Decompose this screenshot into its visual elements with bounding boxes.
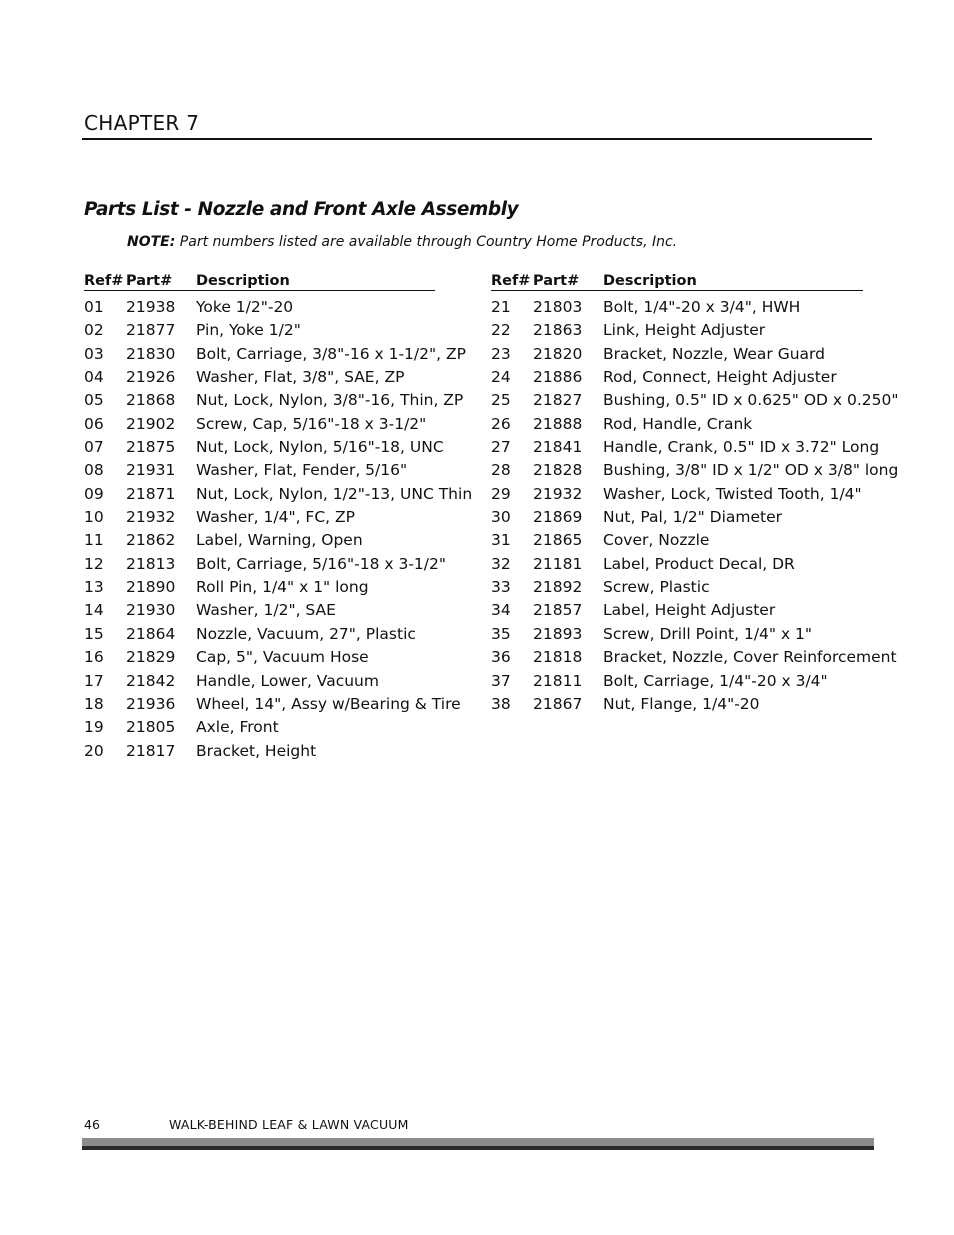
note-text: Part numbers listed are available through Country Home Products, Inc. [179,234,678,250]
ref-cell: 31 [491,531,511,550]
ref-cell: 15 [84,624,104,643]
part-number-cell: 21820 [533,344,583,363]
description-cell: Bolt, Carriage, 5/16"-18 x 3-1/2" [196,554,446,573]
footer-title: WALK-BEHIND LEAF & LAWN VACUUM [169,1117,409,1132]
description-cell: Bushing, 0.5" ID x 0.625" OD x 0.250" [603,391,899,410]
part-number-cell: 21842 [126,671,176,690]
ref-cell: 04 [84,368,104,387]
description-cell: Bushing, 3/8" ID x 1/2" OD x 3/8" long [603,461,899,480]
part-number-cell: 21841 [533,438,583,457]
ref-cell: 28 [491,461,511,480]
part-number-cell: 21828 [533,461,583,480]
description-cell: Handle, Crank, 0.5" ID x 3.72" Long [603,438,880,457]
chapter-divider [82,138,872,140]
header-part: Part# [533,273,580,289]
description-cell: Label, Warning, Open [196,531,363,550]
footer-bar [82,1138,874,1146]
ref-cell: 30 [491,508,511,527]
header-ref: Ref# [84,273,124,289]
part-number-cell: 21805 [126,718,176,737]
part-number-cell: 21811 [533,671,583,690]
ref-cell: 34 [491,601,511,620]
ref-cell: 35 [491,624,511,643]
header-ref: Ref# [491,273,531,289]
part-number-cell: 21817 [126,741,176,760]
description-cell: Nut, Lock, Nylon, 1/2"-13, UNC Thin [196,484,473,503]
ref-cell: 01 [84,298,104,316]
description-cell: Washer, 1/2", SAE [196,601,336,620]
ref-cell: 05 [84,391,104,410]
description-cell: Cover, Nozzle [603,531,710,550]
description-cell: Screw, Cap, 5/16"-18 x 3-1/2" [196,414,427,433]
description-cell: Bolt, Carriage, 3/8"-16 x 1-1/2", ZP [196,344,466,363]
ref-cell: 37 [491,671,511,690]
ref-cell: 36 [491,648,511,667]
description-cell: Nut, Lock, Nylon, 5/16"-18, UNC [196,438,444,457]
ref-cell: 24 [491,368,511,387]
part-number-cell: 21813 [126,554,176,573]
part-number-cell: 21932 [126,508,176,527]
part-number-cell: 21938 [126,298,176,316]
description-cell: Screw, Plastic [603,578,710,597]
chapter-title: CHAPTER 7 [84,111,200,135]
ref-cell: 10 [84,508,104,527]
description-cell: Bracket, Nozzle, Wear Guard [603,344,825,363]
part-number-cell: 21932 [533,484,583,503]
ref-cell: 06 [84,414,104,433]
description-cell: Label, Height Adjuster [603,601,776,620]
description-cell: Yoke 1/2"-20 [196,298,294,316]
description-cell: Label, Product Decal, DR [603,554,795,573]
part-number-cell: 21869 [533,508,583,527]
ref-cell: 21 [491,298,511,316]
part-number-cell: 21830 [126,344,176,363]
part-number-cell: 21877 [126,321,176,340]
description-cell: Rod, Handle, Crank [603,414,753,433]
description-cell: Nut, Lock, Nylon, 3/8"-16, Thin, ZP [196,391,464,410]
header-underline [84,290,435,291]
description-cell: Nut, Flange, 1/4"-20 [603,694,760,713]
section-title: Parts List - Nozzle and Front Axle Assembly [84,199,519,220]
part-number-cell: 21862 [126,531,176,550]
part-number-cell: 21827 [533,391,583,410]
ref-cell: 16 [84,648,104,667]
ref-cell: 14 [84,601,104,620]
description-cell: Wheel, 14", Assy w/Bearing & Tire [196,694,461,713]
part-number-cell: 21818 [533,648,583,667]
ref-cell: 03 [84,344,104,363]
ref-cell: 08 [84,461,104,480]
part-number-cell: 21926 [126,368,176,387]
part-number-cell: 21867 [533,694,583,713]
ref-cell: 29 [491,484,511,503]
part-number-cell: 21829 [126,648,176,667]
ref-cell: 19 [84,718,104,737]
description-cell: Cap, 5", Vacuum Hose [196,648,369,667]
note [127,234,677,250]
ref-cell: 07 [84,438,104,457]
ref-cell: 12 [84,554,104,573]
part-number-cell: 21181 [533,554,583,573]
part-number-cell: 21936 [126,694,176,713]
ref-cell: 13 [84,578,104,597]
description-cell: Bracket, Height [196,741,317,760]
description-cell: Nut, Pal, 1/2" Diameter [603,508,783,527]
description-cell: Handle, Lower, Vacuum [196,671,379,690]
description-cell: Nozzle, Vacuum, 27", Plastic [196,624,416,643]
description-cell: Rod, Connect, Height Adjuster [603,368,837,387]
description-cell: Bolt, Carriage, 1/4"-20 x 3/4" [603,671,828,690]
part-number-cell: 21888 [533,414,583,433]
part-number-cell: 21863 [533,321,583,340]
part-number-cell: 21890 [126,578,176,597]
header-part: Part# [126,273,173,289]
part-number-cell: 21931 [126,461,176,480]
part-number-cell: 21930 [126,601,176,620]
ref-cell: 25 [491,391,511,410]
part-number-cell: 21893 [533,624,583,643]
header-underline [491,290,863,291]
part-number-cell: 21864 [126,624,176,643]
ref-cell: 09 [84,484,104,503]
description-cell: Axle, Front [196,718,279,737]
footer-page-number: 46 [84,1117,100,1132]
footer-bar-shadow [82,1146,874,1150]
description-cell: Bracket, Nozzle, Cover Reinforcement [603,648,897,667]
ref-cell: 11 [84,531,104,550]
ref-cell: 38 [491,694,511,713]
ref-cell: 27 [491,438,511,457]
ref-cell: 20 [84,741,104,760]
description-cell: Washer, Flat, Fender, 5/16" [196,461,408,480]
description-cell: Link, Height Adjuster [603,321,766,340]
ref-cell: 32 [491,554,511,573]
note-label: NOTE: [127,234,176,250]
part-number-cell: 21886 [533,368,583,387]
description-cell: Roll Pin, 1/4" x 1" long [196,578,369,597]
ref-cell: 18 [84,694,104,713]
description-cell: Pin, Yoke 1/2" [196,321,301,340]
ref-cell: 26 [491,414,511,433]
part-number-cell: 21892 [533,578,583,597]
ref-cell: 17 [84,671,104,690]
part-number-cell: 21803 [533,298,583,316]
description-cell: Bolt, 1/4"-20 x 3/4", HWH [603,298,801,316]
ref-cell: 22 [491,321,511,340]
part-number-cell: 21902 [126,414,176,433]
description-cell: Washer, 1/4", FC, ZP [196,508,355,527]
part-number-cell: 21868 [126,391,176,410]
part-number-cell: 21875 [126,438,176,457]
description-cell: Screw, Drill Point, 1/4" x 1" [603,624,813,643]
ref-cell: 23 [491,344,511,363]
description-cell: Washer, Lock, Twisted Tooth, 1/4" [603,484,862,503]
description-cell: Washer, Flat, 3/8", SAE, ZP [196,368,405,387]
header-description: Description [196,273,290,289]
ref-cell: 33 [491,578,511,597]
part-number-cell: 21857 [533,601,583,620]
ref-cell: 02 [84,321,104,340]
part-number-cell: 21871 [126,484,176,503]
header-description: Description [603,273,697,289]
part-number-cell: 21865 [533,531,583,550]
